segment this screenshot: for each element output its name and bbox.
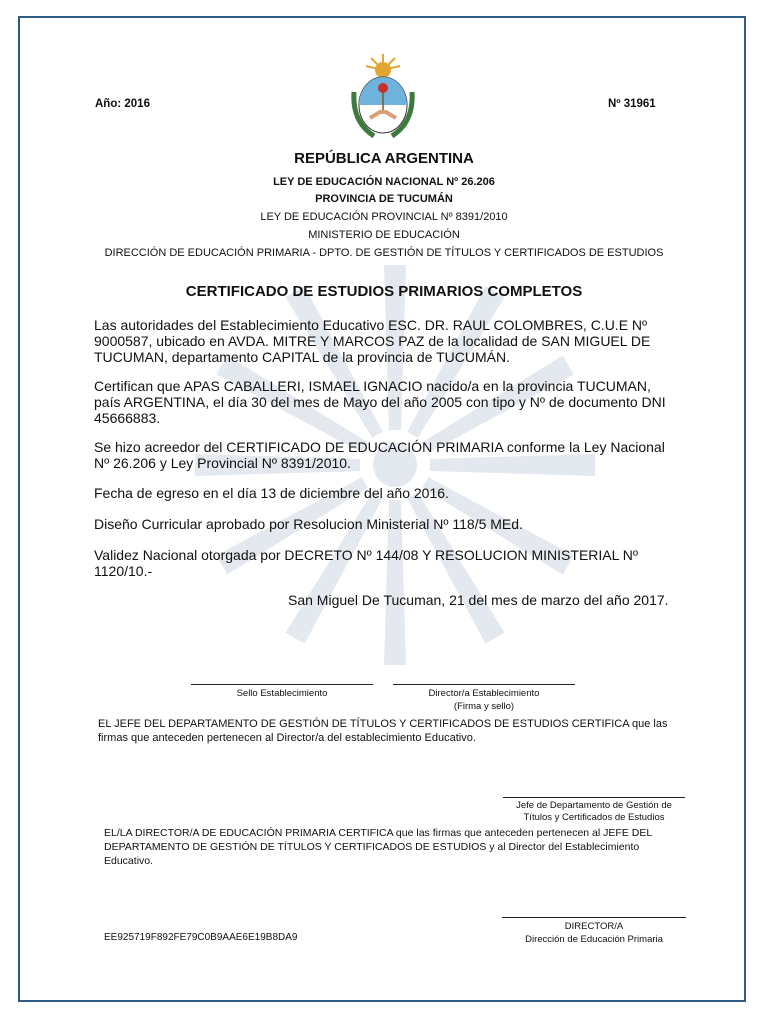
department-head-signature-line [503,797,685,798]
department-head-title: Jefe de Departamento de Gestión de [516,800,672,811]
department-head-office: Títulos y Certificados de Estudios [523,812,665,823]
paragraph-award: Se hizo acreedor del CERTIFICADO DE EDUCACIÓN PRIMARIA conforme la Ley Nacional Nº 26.206 y Ley Provincial Nº 8391/2010. [94,439,665,471]
director-certification: EL/LA DIRECTOR/A DE EDUCACIÓN PRIMARIA CERTIFICA que las firmas que anteceden pertenecen al JEFE DEL DEPARTAMENTO DE GESTIÓN DE TÍTULOS Y CERTIFICADOS DE ESTUDIOS y al Director del Establecimiento Educativo. [104,827,652,867]
paragraph-graduation-date: Fecha de egreso en el día 13 de diciembre del año 2016. [94,485,449,501]
place-and-date: San Miguel De Tucuman, 21 del mes de marzo del año 2017. [288,592,669,608]
primary-director-office: Dirección de Educación Primaria [525,934,663,945]
paragraph-validity: Validez Nacional otorgada por DECRETO Nº 144/08 Y RESOLUCION MINISTERIAL Nº 1120/10.- [94,547,639,579]
director-label: Director/a Establecimiento [428,688,540,699]
primary-director-title: DIRECTOR/A [564,921,624,932]
certificate-number: Nº 31961 [608,98,656,110]
primary-director-signature-line [502,917,686,918]
national-law-heading: LEY DE EDUCACIÓN NACIONAL Nº 26.206 [273,176,495,188]
director-signature-line [393,684,575,685]
direction-line: DIRECCIÓN DE EDUCACIÓN PRIMARIA - DPTO. DE GESTIÓN DE TÍTULOS Y CERTIFICADOS DE ESTUDIOS [104,247,664,259]
year-label: Año: 2016 [95,98,150,110]
provincial-law-line: LEY DE EDUCACIÓN PROVINCIAL Nº 8391/2010 [260,211,508,223]
seal-label: Sello Establecimiento [236,688,328,699]
ministry-line: MINISTERIO DE EDUCACIÓN [308,229,460,241]
coat-of-arms-emblem [344,50,422,142]
paragraph-curriculum: Diseño Curricular aprobado por Resolucion Ministerial Nº 118/5 MEd. [94,516,523,532]
seal-signature-line [191,684,373,685]
verification-code: EE925719F892FE79C0B9AAE6E19B8DA9 [104,932,298,943]
paragraph-student: Certifican que APAS CABALLERI, ISMAEL IGNACIO nacido/a en la provincia TUCUMAN, país ARGENTINA, el día 30 del mes de Mayo del año 2005 con tipo y Nº de documento DNI 45666883. [94,378,666,426]
department-certification: EL JEFE DEL DEPARTAMENTO DE GESTIÓN DE TÍTULOS Y CERTIFICADOS DE ESTUDIOS CERTIFICA que las firmas que anteceden pertenecen al Director/a del establecimiento Educativo. [98,718,668,744]
province-heading: PROVINCIA DE TUCUMÁN [315,193,453,205]
paragraph-institution: Las autoridades del Establecimiento Educativo ESC. DR. RAUL COLOMBRES, C.U.E Nº 9000587, ubicado en AVDA. MITRE Y MARCOS PAZ de la localidad de SAN MIGUEL DE TUCUMAN, departamento CAPITAL de la provincia de TUCUMÁN. [94,317,651,365]
certificate-title: CERTIFICADO DE ESTUDIOS PRIMARIOS COMPLETOS [185,283,583,300]
director-sublabel: (Firma y sello) [453,701,515,712]
republic-heading: REPÚBLICA ARGENTINA [294,150,474,167]
